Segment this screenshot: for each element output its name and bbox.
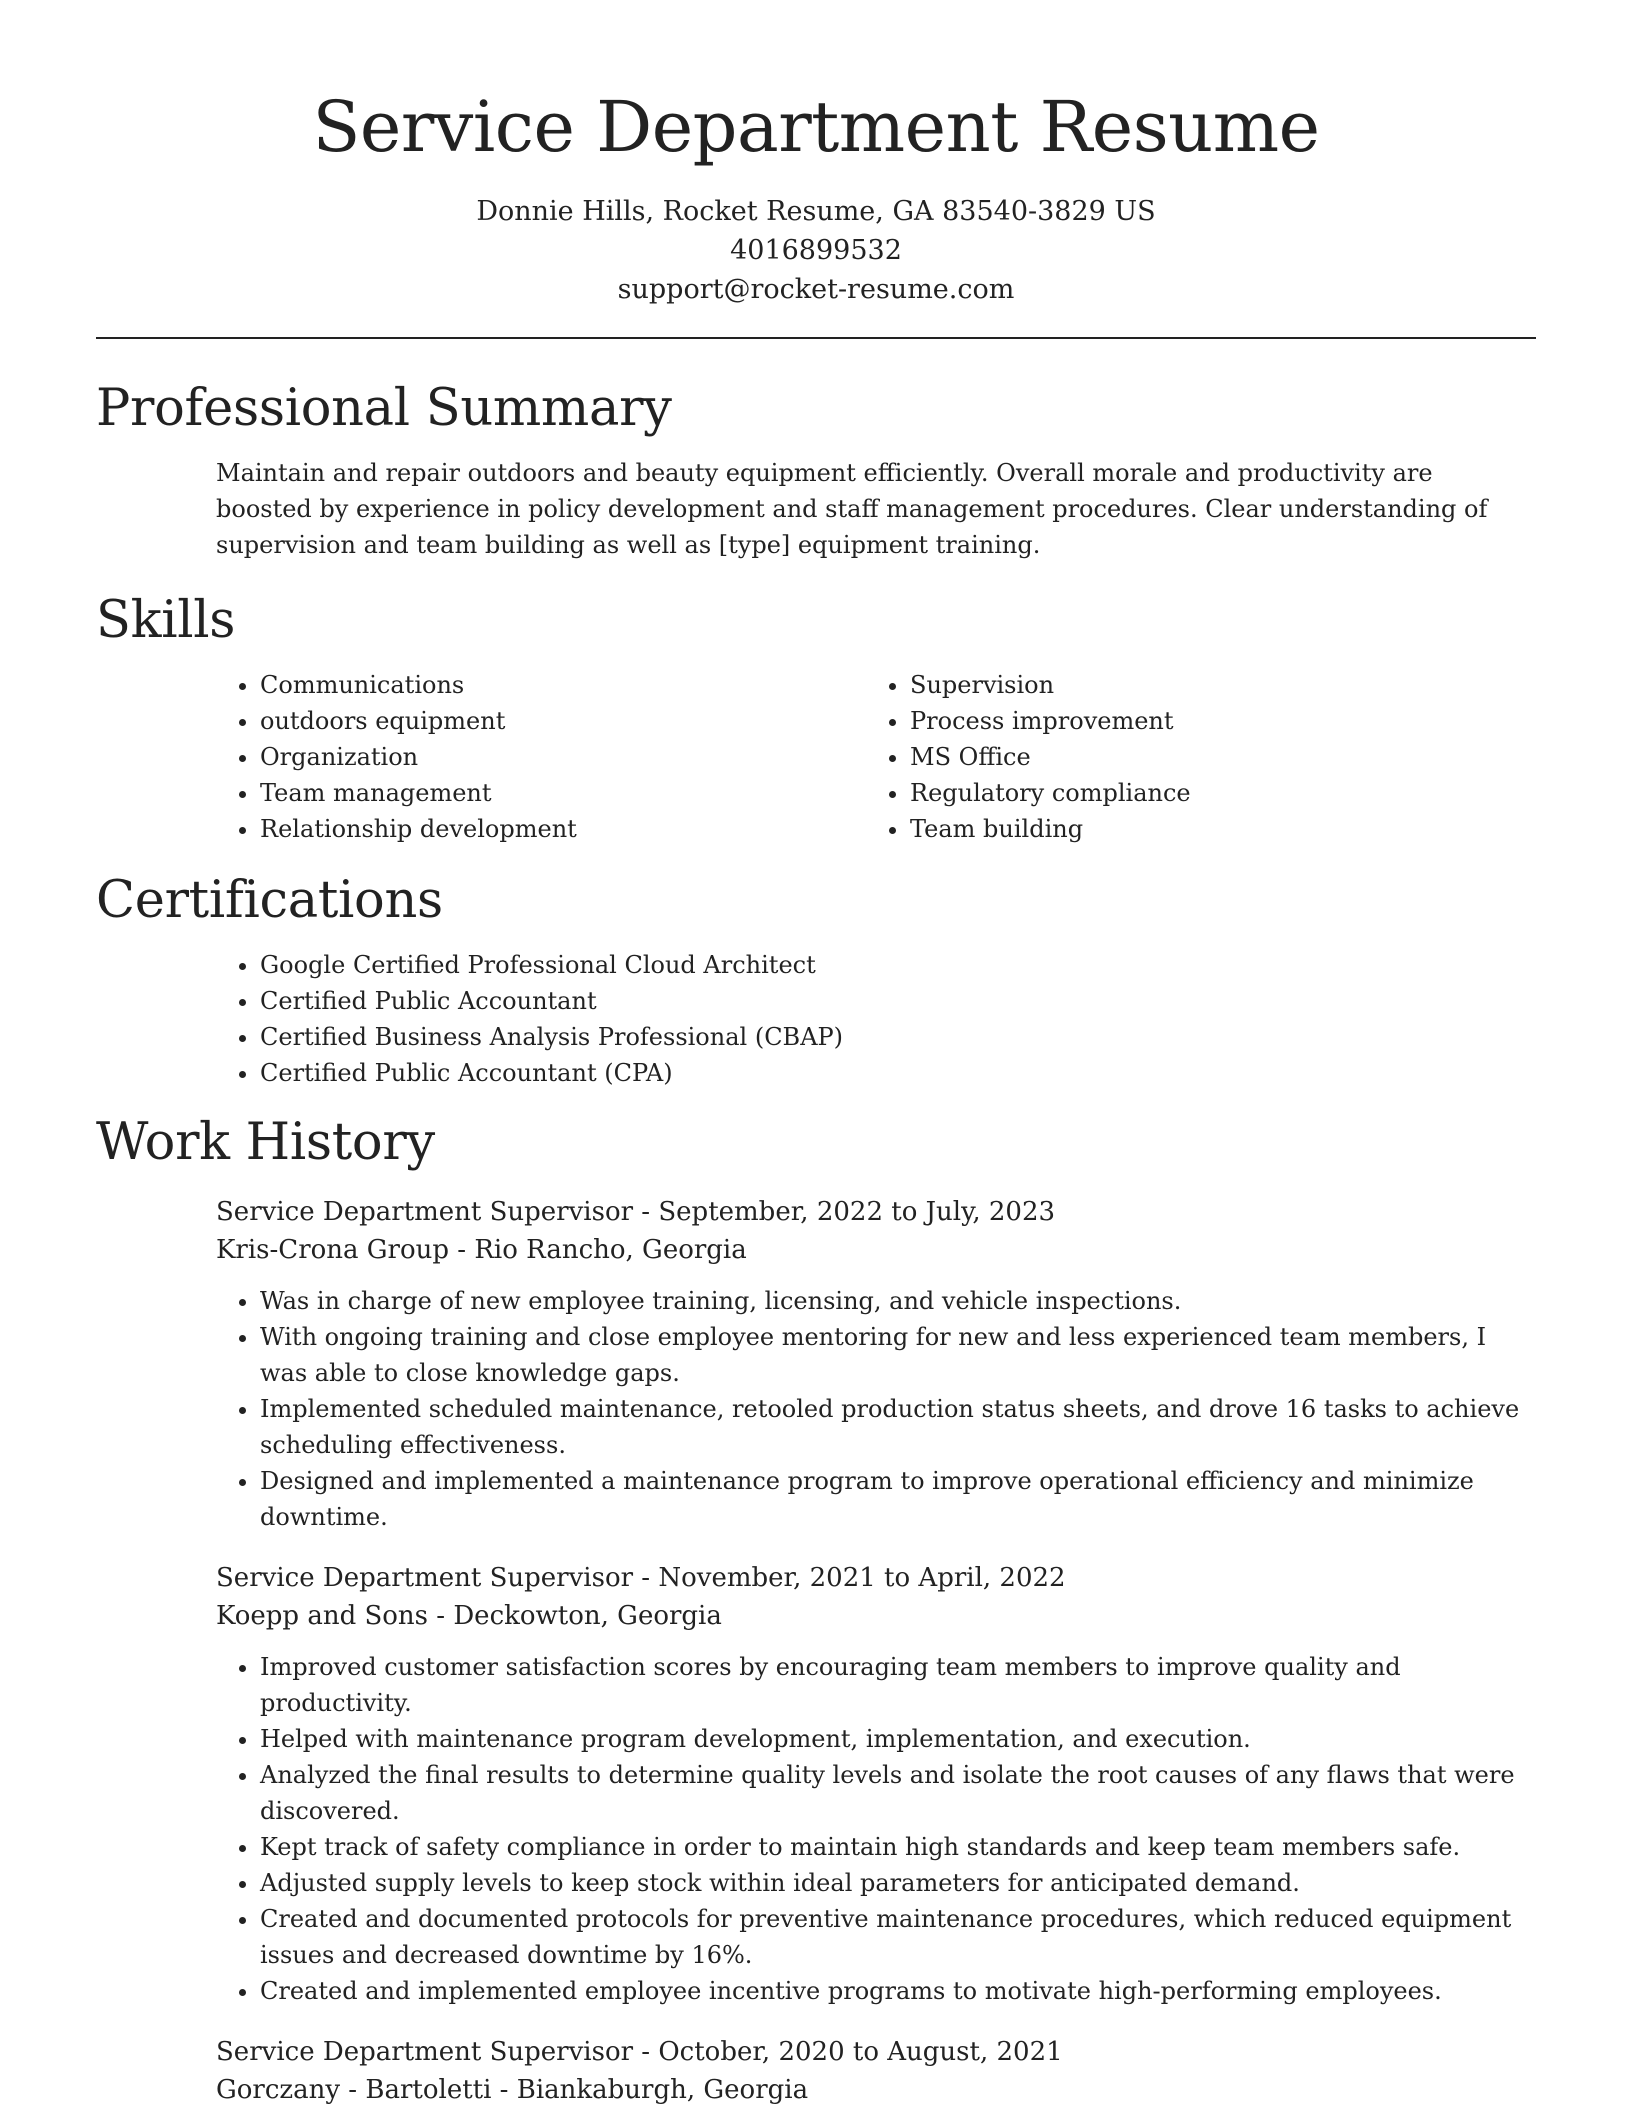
skill-item: • MS Office — [910, 739, 1516, 775]
job-bullet: • Analyzed the final results to determine quality levels and isolate the root causes of any flaws that were discovered. — [260, 1757, 1536, 1829]
contact-address: Donnie Hills, Rocket Resume, GA 83540-3829 US — [476, 196, 1156, 227]
certifications-heading: Certifications — [96, 871, 443, 930]
job-company-line: Koepp and Sons - Deckowton, Georgia — [216, 1601, 722, 1631]
skill-item: • Regulatory compliance — [910, 775, 1516, 811]
skills-column-left — [216, 667, 866, 847]
certifications-section — [96, 869, 1536, 1091]
work-history-section — [96, 1111, 1536, 2109]
resume-header — [0, 0, 1632, 309]
resume-title: Service Department Resume — [312, 86, 1320, 168]
job-title-line: Service Department Supervisor - November, 2021 to April, 2022 — [216, 1563, 1066, 1593]
skill-item: • Team management — [260, 775, 866, 811]
skills-section — [96, 589, 1536, 847]
job-bullet: • Was in charge of new employee training, licensing, and vehicle inspections. — [260, 1283, 1536, 1319]
job-bullet: • With ongoing training and close employee mentoring for new and less experienced team members, I was able to close knowledge gaps. — [260, 1319, 1536, 1391]
job-entry — [216, 1193, 1536, 1535]
certifications-list — [216, 947, 1536, 1091]
job-bullets — [216, 1649, 1536, 2009]
job-bullet: • Created and documented protocols for preventive maintenance procedures, which reduced equipment issues and decreased downtime by 16%. — [260, 1901, 1536, 1973]
skills-heading: Skills — [96, 591, 236, 650]
skill-item: • Organization — [260, 739, 866, 775]
summary-section — [96, 377, 1536, 563]
summary-text: Maintain and repair outdoors and beauty equipment efficiently. Overall morale and productivity are boosted by experience in policy development and staff management procedures. Clear understanding of supervision and team building as well as [type] equipment training. — [216, 459, 1488, 559]
certification-item: • Certified Public Accountant (CPA) — [260, 1055, 1536, 1091]
certification-item: • Google Certified Professional Cloud Architect — [260, 947, 1536, 983]
job-bullet: • Improved customer satisfaction scores by encouraging team members to improve quality and productivity. — [260, 1649, 1536, 1721]
contact-phone: 4016899532 — [730, 235, 902, 266]
skills-column-right — [866, 667, 1516, 847]
job-entry — [216, 2033, 1536, 2109]
job-bullet: • Designed and implemented a maintenance program to improve operational efficiency and minimize downtime. — [260, 1463, 1536, 1535]
skills-grid — [216, 667, 1536, 847]
job-entry — [216, 1559, 1536, 2009]
certification-item: • Certified Public Accountant — [260, 983, 1536, 1019]
skill-item: • Process improvement — [910, 703, 1516, 739]
job-bullets — [216, 1283, 1536, 1535]
skill-item: • Relationship development — [260, 811, 866, 847]
contact-block — [0, 192, 1632, 309]
skill-item: • Communications — [260, 667, 866, 703]
job-bullet: • Adjusted supply levels to keep stock within ideal parameters for anticipated demand. — [260, 1865, 1536, 1901]
job-title-line: Service Department Supervisor - September, 2022 to July, 2023 — [216, 1197, 1056, 1227]
job-company-line: Gorczany - Bartoletti - Biankaburgh, Georgia — [216, 2075, 809, 2105]
job-company-line: Kris-Crona Group - Rio Rancho, Georgia — [216, 1235, 747, 1265]
work-history-heading: Work History — [96, 1113, 435, 1172]
job-bullet: • Created and implemented employee incentive programs to motivate high-performing employees. — [260, 1973, 1536, 2009]
contact-email: support@rocket-resume.com — [617, 274, 1015, 305]
skill-item: • Team building — [910, 811, 1516, 847]
skill-item: • Supervision — [910, 667, 1516, 703]
certification-item: • Certified Business Analysis Professional (CBAP) — [260, 1019, 1536, 1055]
job-bullet: • Implemented scheduled maintenance, retooled production status sheets, and drove 16 tasks to achieve scheduling effectiveness. — [260, 1391, 1536, 1463]
job-title-line: Service Department Supervisor - October, 2020 to August, 2021 — [216, 2037, 1063, 2067]
job-bullet: • Helped with maintenance program development, implementation, and execution. — [260, 1721, 1536, 1757]
header-divider — [96, 337, 1536, 339]
skill-item: • outdoors equipment — [260, 703, 866, 739]
summary-heading: Professional Summary — [96, 379, 672, 438]
job-bullet: • Kept track of safety compliance in order to maintain high standards and keep team members safe. — [260, 1829, 1536, 1865]
